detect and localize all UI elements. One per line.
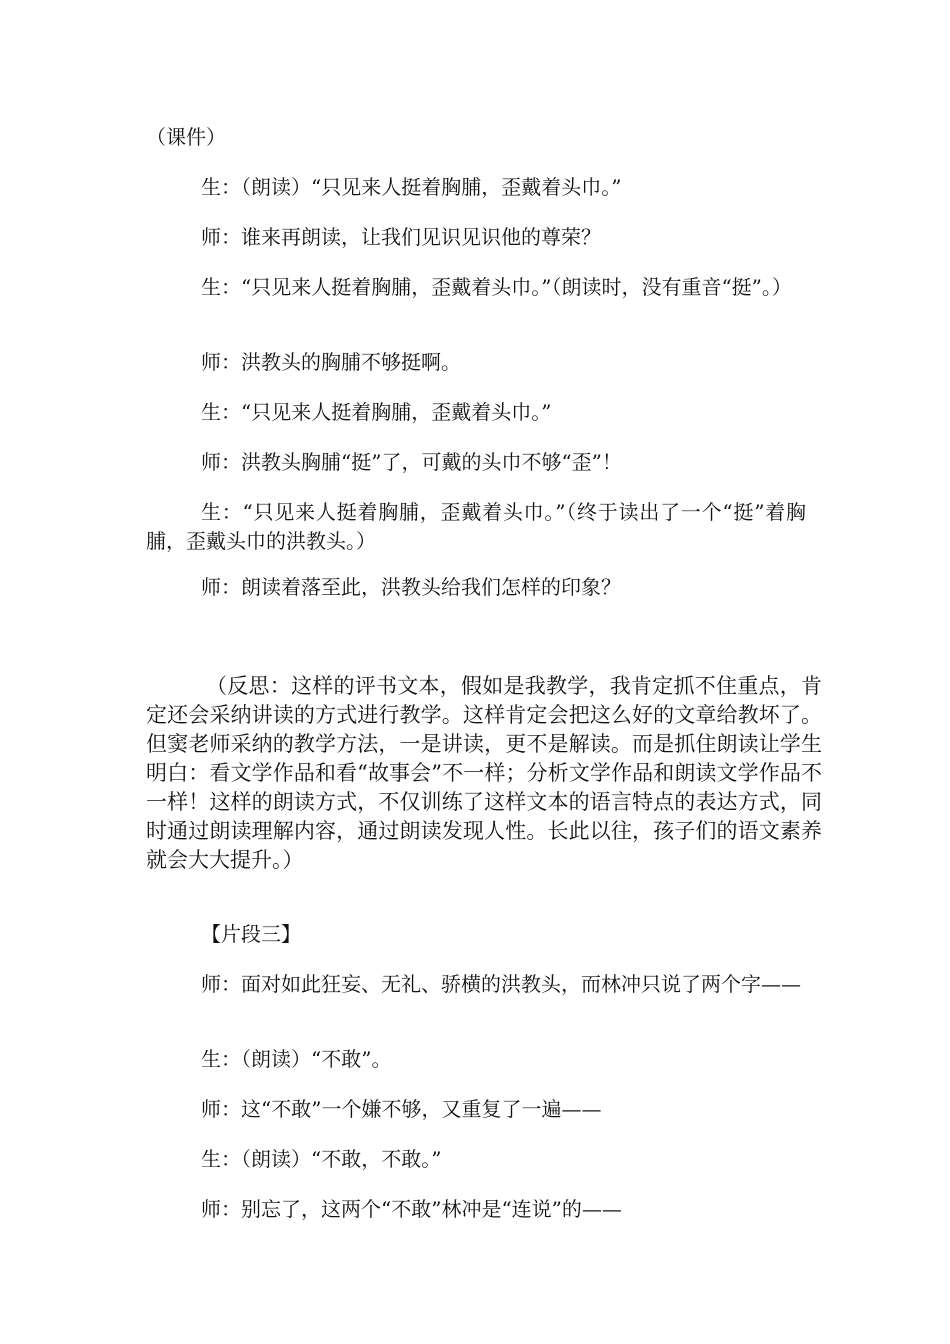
paragraph-reflection: （反思：这样的评书文本，假如是我教学，我肯定抓不住重点，肯定还会采纳讲读的方式进行教学。这样肯定会把这么好的文章给教坏了。但窦老师采纳的教学方法，一是讲读，更不是解读。而是抓住朗读让学生明白：看文学作品和看“故事会”不一样；分析文学作品和朗读文学作品不一样！这样的朗读方式，不仅训练了这样文本的语言特点的表达方式，同时通过朗读理解内容，通过朗读发现人性。长此以往，孩子们的语文素养就会大大提升。） bbox=[146, 674, 822, 872]
paragraph-student-reading-1: 生：（朗读）“只见来人挺着胸脯，歪戴着头巾。” bbox=[201, 175, 622, 199]
paragraph-student-reading-3: 生：“只见来人挺着胸脯，歪戴着头巾。” bbox=[201, 400, 552, 424]
paragraph-student-reading-5: 生：（朗读）“不敢”。 bbox=[201, 1047, 392, 1071]
paragraph-teacher-question-2: 师：朗读着落至此，洪教头给我们怎样的印象？ bbox=[201, 575, 621, 599]
paragraph-teacher-question-1: 师：谁来再朗读，让我们见识见识他的尊荣？ bbox=[201, 225, 601, 249]
paragraph-student-reading-4: 生：“只见来人挺着胸脯，歪戴着头巾。”（终于读出了一个“挺”着胸脯，歪戴头巾的洪教头。） bbox=[146, 500, 806, 553]
paragraph-teacher-prompt-2: 师：这“不敢”一个嫌不够，又重复了一遍—— bbox=[201, 1097, 602, 1121]
paragraph-teacher-comment-2: 师：洪教头胸脯“挺”了，可戴的头巾不够“歪”！ bbox=[201, 450, 622, 474]
paragraph-courseware-note: （课件） bbox=[146, 125, 226, 149]
section-heading-fragment-three: 【片段三】 bbox=[201, 922, 301, 946]
paragraph-student-reading-6: 生：（朗读）“不敢，不敢。” bbox=[201, 1147, 442, 1171]
paragraph-teacher-prompt-3: 师：别忘了，这两个“不敢”林冲是“连说”的—— bbox=[201, 1197, 622, 1221]
paragraph-teacher-comment-1: 师：洪教头的胸脯不够挺啊。 bbox=[201, 350, 461, 374]
paragraph-student-reading-2: 生：“只见来人挺着胸脯，歪戴着头巾。”（朗读时，没有重音“挺”。） bbox=[201, 275, 792, 299]
paragraph-teacher-prompt-1: 师：面对如此狂妄、无礼、骄横的洪教头，而林冲只说了两个字—— bbox=[201, 972, 801, 996]
